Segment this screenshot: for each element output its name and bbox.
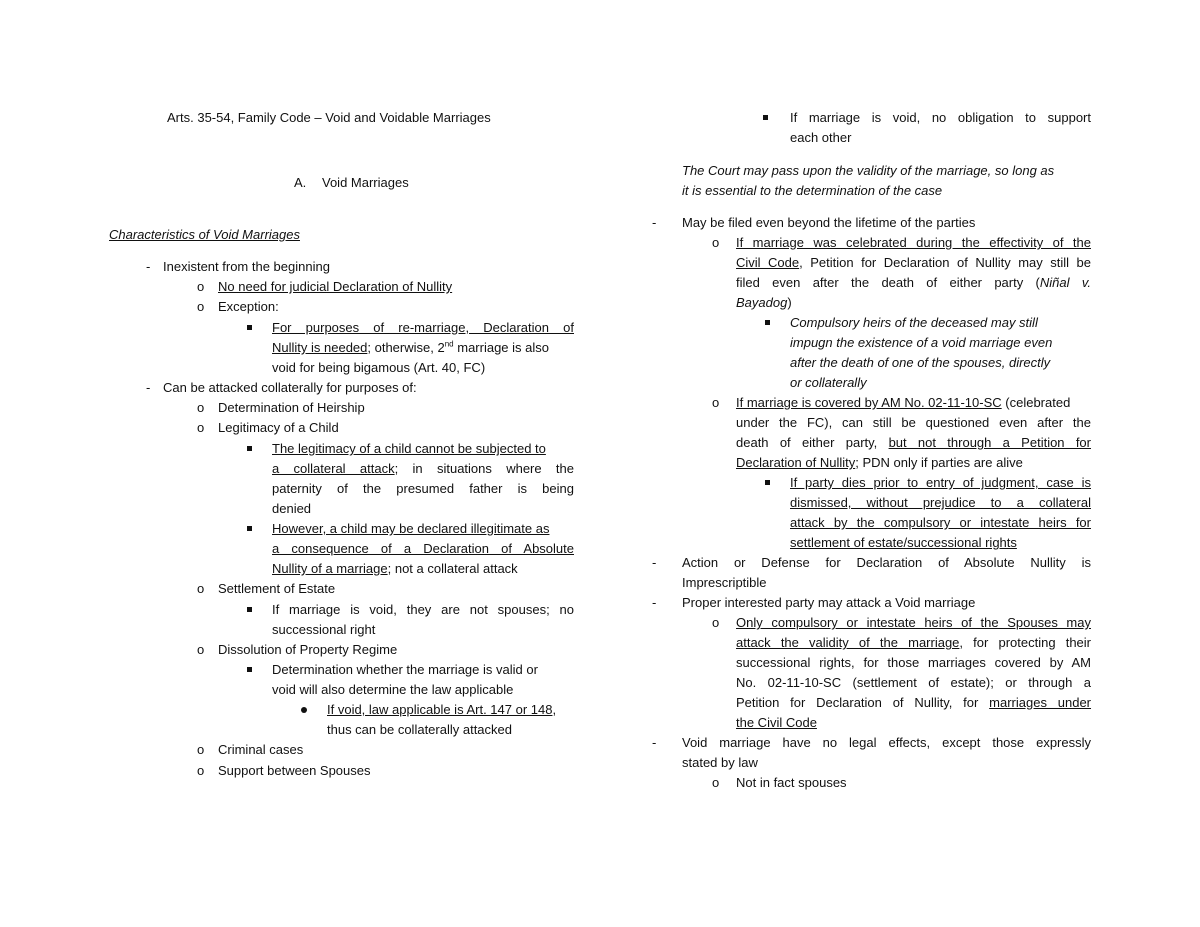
list-item-line: attack by the compulsory or intestate heirs for bbox=[790, 515, 1091, 530]
list-item-line: each other bbox=[790, 130, 852, 145]
text-span: Civil Code bbox=[736, 255, 800, 270]
list-item-line: void will also determine the law applicable bbox=[272, 682, 514, 697]
list-item-line: dismissed, without prejudice to a collateral bbox=[790, 495, 1091, 510]
text-span: ; PDN only if parties are alive bbox=[855, 455, 1023, 470]
square-bullet bbox=[247, 667, 252, 672]
list-item-line bbox=[736, 433, 1091, 453]
section-letter: A. bbox=[294, 175, 307, 190]
circle-bullet: o bbox=[712, 615, 720, 630]
list-item-line: under the FC), can still be questioned even after the bbox=[736, 415, 1091, 430]
list-item-line: successional rights, for those marriages covered by AM bbox=[736, 655, 1091, 670]
list-item-line: the Civil Code bbox=[736, 715, 817, 730]
list-item-line bbox=[736, 633, 1091, 653]
circle-bullet: o bbox=[197, 420, 205, 435]
circle-bullet: o bbox=[712, 235, 720, 250]
list-item-line: successional right bbox=[272, 622, 376, 637]
dash-bullet: - bbox=[652, 735, 657, 750]
square-bullet bbox=[247, 607, 252, 612]
text-span: death of either party, bbox=[736, 435, 889, 450]
list-item: Exception: bbox=[218, 299, 279, 314]
text-span: marriages under bbox=[989, 695, 1092, 710]
dash-bullet: - bbox=[652, 595, 657, 610]
list-item: No need for judicial Declaration of Nullity bbox=[218, 279, 453, 294]
list-item: Legitimacy of a Child bbox=[218, 420, 339, 435]
square-bullet bbox=[247, 325, 252, 330]
circle-bullet: o bbox=[197, 642, 205, 657]
square-bullet bbox=[247, 446, 252, 451]
square-bullet bbox=[247, 526, 252, 531]
circle-bullet: o bbox=[712, 395, 720, 410]
list-item-line bbox=[327, 700, 556, 720]
list-item-line: Determination whether the marriage is valid or bbox=[272, 662, 538, 677]
list-item-line bbox=[736, 253, 1091, 273]
list-item-line: Only compulsory or intestate heirs of the Spouses may bbox=[736, 615, 1091, 630]
text-span: ; not a collateral attack bbox=[387, 561, 518, 576]
text-span: (celebrated bbox=[1001, 395, 1071, 410]
dash-bullet: - bbox=[146, 259, 151, 274]
list-item-line: If marriage was celebrated during the effectivity of the bbox=[736, 235, 1091, 250]
text-span: filed even after the death of either party ( bbox=[736, 275, 1040, 290]
circle-bullet: o bbox=[197, 279, 205, 294]
list-item-line: void for being bigamous (Art. 40, FC) bbox=[272, 360, 486, 375]
circle-bullet: o bbox=[712, 775, 720, 790]
circle-bullet: o bbox=[197, 742, 205, 757]
text-span: ; in situations where the bbox=[394, 461, 575, 476]
text-span: Nullity of a marriage bbox=[272, 561, 388, 576]
list-item: Determination of Heirship bbox=[218, 400, 365, 415]
list-item: Dissolution of Property Regime bbox=[218, 642, 398, 657]
list-item-line bbox=[736, 453, 1023, 473]
text-span: If marriage is covered by AM No. 02-11-10-SC bbox=[736, 395, 1002, 410]
list-item: Settlement of Estate bbox=[218, 581, 336, 596]
text-span: a collateral attack bbox=[272, 461, 395, 476]
list-item-line: thus can be collaterally attacked bbox=[327, 722, 512, 737]
text-span: , Petition for Declaration of Nullity may still be bbox=[799, 255, 1091, 270]
text-span: Declaration of Nullity bbox=[736, 455, 856, 470]
list-item-line: paternity of the presumed father is being bbox=[272, 481, 574, 496]
square-bullet bbox=[763, 115, 768, 120]
list-item-line bbox=[736, 273, 1091, 293]
text-span: Nullity is needed bbox=[272, 340, 368, 355]
dash-bullet: - bbox=[146, 380, 151, 395]
list-item-line: No. 02-11-10-SC (settlement of estate); or through a bbox=[736, 675, 1091, 690]
text-span: Niñal v. bbox=[1039, 275, 1091, 290]
list-item-line bbox=[736, 693, 1091, 713]
dash-bullet: - bbox=[652, 215, 657, 230]
list-item-line: or collaterally bbox=[790, 375, 867, 390]
list-item: Not in fact spouses bbox=[736, 775, 847, 790]
list-item-line bbox=[272, 559, 518, 579]
circle-bullet: o bbox=[197, 400, 205, 415]
list-item-line: However, a child may be declared illegitimate as bbox=[272, 521, 550, 536]
text-span: , for protecting their bbox=[959, 635, 1091, 650]
italic-note: it is essential to the determination of the case bbox=[682, 183, 943, 198]
subheading: Characteristics of Void Marriages bbox=[109, 227, 300, 242]
list-item-line: a consequence of a Declaration of Absolute bbox=[272, 541, 574, 556]
list-item-line bbox=[272, 338, 574, 358]
text-span: marriage is also bbox=[453, 340, 549, 355]
list-item-line: impugn the existence of a void marriage even bbox=[790, 335, 1053, 350]
list-item-line: stated by law bbox=[682, 755, 758, 770]
list-item: Proper interested party may attack a Void marriage bbox=[682, 595, 976, 610]
text-span: If void, law applicable is Art. 147 or 148 bbox=[327, 702, 553, 717]
list-item-line bbox=[272, 459, 574, 479]
italic-note: The Court may pass upon the validity of the marriage, so long as bbox=[682, 163, 1055, 178]
text-span: ) bbox=[787, 295, 792, 310]
list-item: May be filed even beyond the lifetime of the parties bbox=[682, 215, 976, 230]
circle-bullet: o bbox=[197, 763, 205, 778]
list-item-line bbox=[736, 293, 792, 313]
list-item-line: Compulsory heirs of the deceased may still bbox=[790, 315, 1038, 330]
text-span: but not through a Petition for bbox=[888, 435, 1091, 450]
text-span: , bbox=[552, 702, 557, 717]
text-span: Petition for Declaration of Nullity, for bbox=[736, 695, 990, 710]
list-item: Can be attacked collaterally for purposes of: bbox=[163, 380, 417, 395]
list-item-line: If marriage is void, they are not spouses; no bbox=[272, 602, 574, 617]
list-item-line: Imprescriptible bbox=[682, 575, 767, 590]
text-span: attack the validity of the marriage bbox=[736, 635, 960, 650]
section-title: Void Marriages bbox=[322, 175, 409, 190]
list-item-line: For purposes of re-marriage, Declaration of bbox=[272, 320, 574, 335]
list-item: Inexistent from the beginning bbox=[163, 259, 330, 274]
list-item-line bbox=[736, 393, 1070, 413]
round-bullet bbox=[301, 707, 307, 713]
list-item-line: settlement of estate/successional rights bbox=[790, 535, 1017, 550]
circle-bullet: o bbox=[197, 581, 205, 596]
list-item-line: denied bbox=[272, 501, 312, 516]
square-bullet bbox=[765, 320, 770, 325]
text-span: Bayadog bbox=[736, 295, 788, 310]
dash-bullet: - bbox=[652, 555, 657, 570]
list-item-line: If marriage is void, no obligation to support bbox=[790, 110, 1091, 125]
list-item-line: If party dies prior to entry of judgment, case is bbox=[790, 475, 1091, 490]
text-span: ; otherwise, 2 bbox=[367, 340, 445, 355]
square-bullet bbox=[765, 480, 770, 485]
list-item-line: The legitimacy of a child cannot be subjected to bbox=[272, 441, 546, 456]
list-item-line: Void marriage have no legal effects, except those expressly bbox=[682, 735, 1091, 750]
list-item-line: Action or Defense for Declaration of Absolute Nullity is bbox=[682, 555, 1091, 570]
circle-bullet: o bbox=[197, 299, 205, 314]
document-title: Arts. 35-54, Family Code – Void and Voidable Marriages bbox=[167, 110, 491, 125]
list-item: Support between Spouses bbox=[218, 763, 371, 778]
list-item: Criminal cases bbox=[218, 742, 304, 757]
list-item-line: after the death of one of the spouses, directly bbox=[790, 355, 1051, 370]
superscript: nd bbox=[444, 339, 454, 349]
